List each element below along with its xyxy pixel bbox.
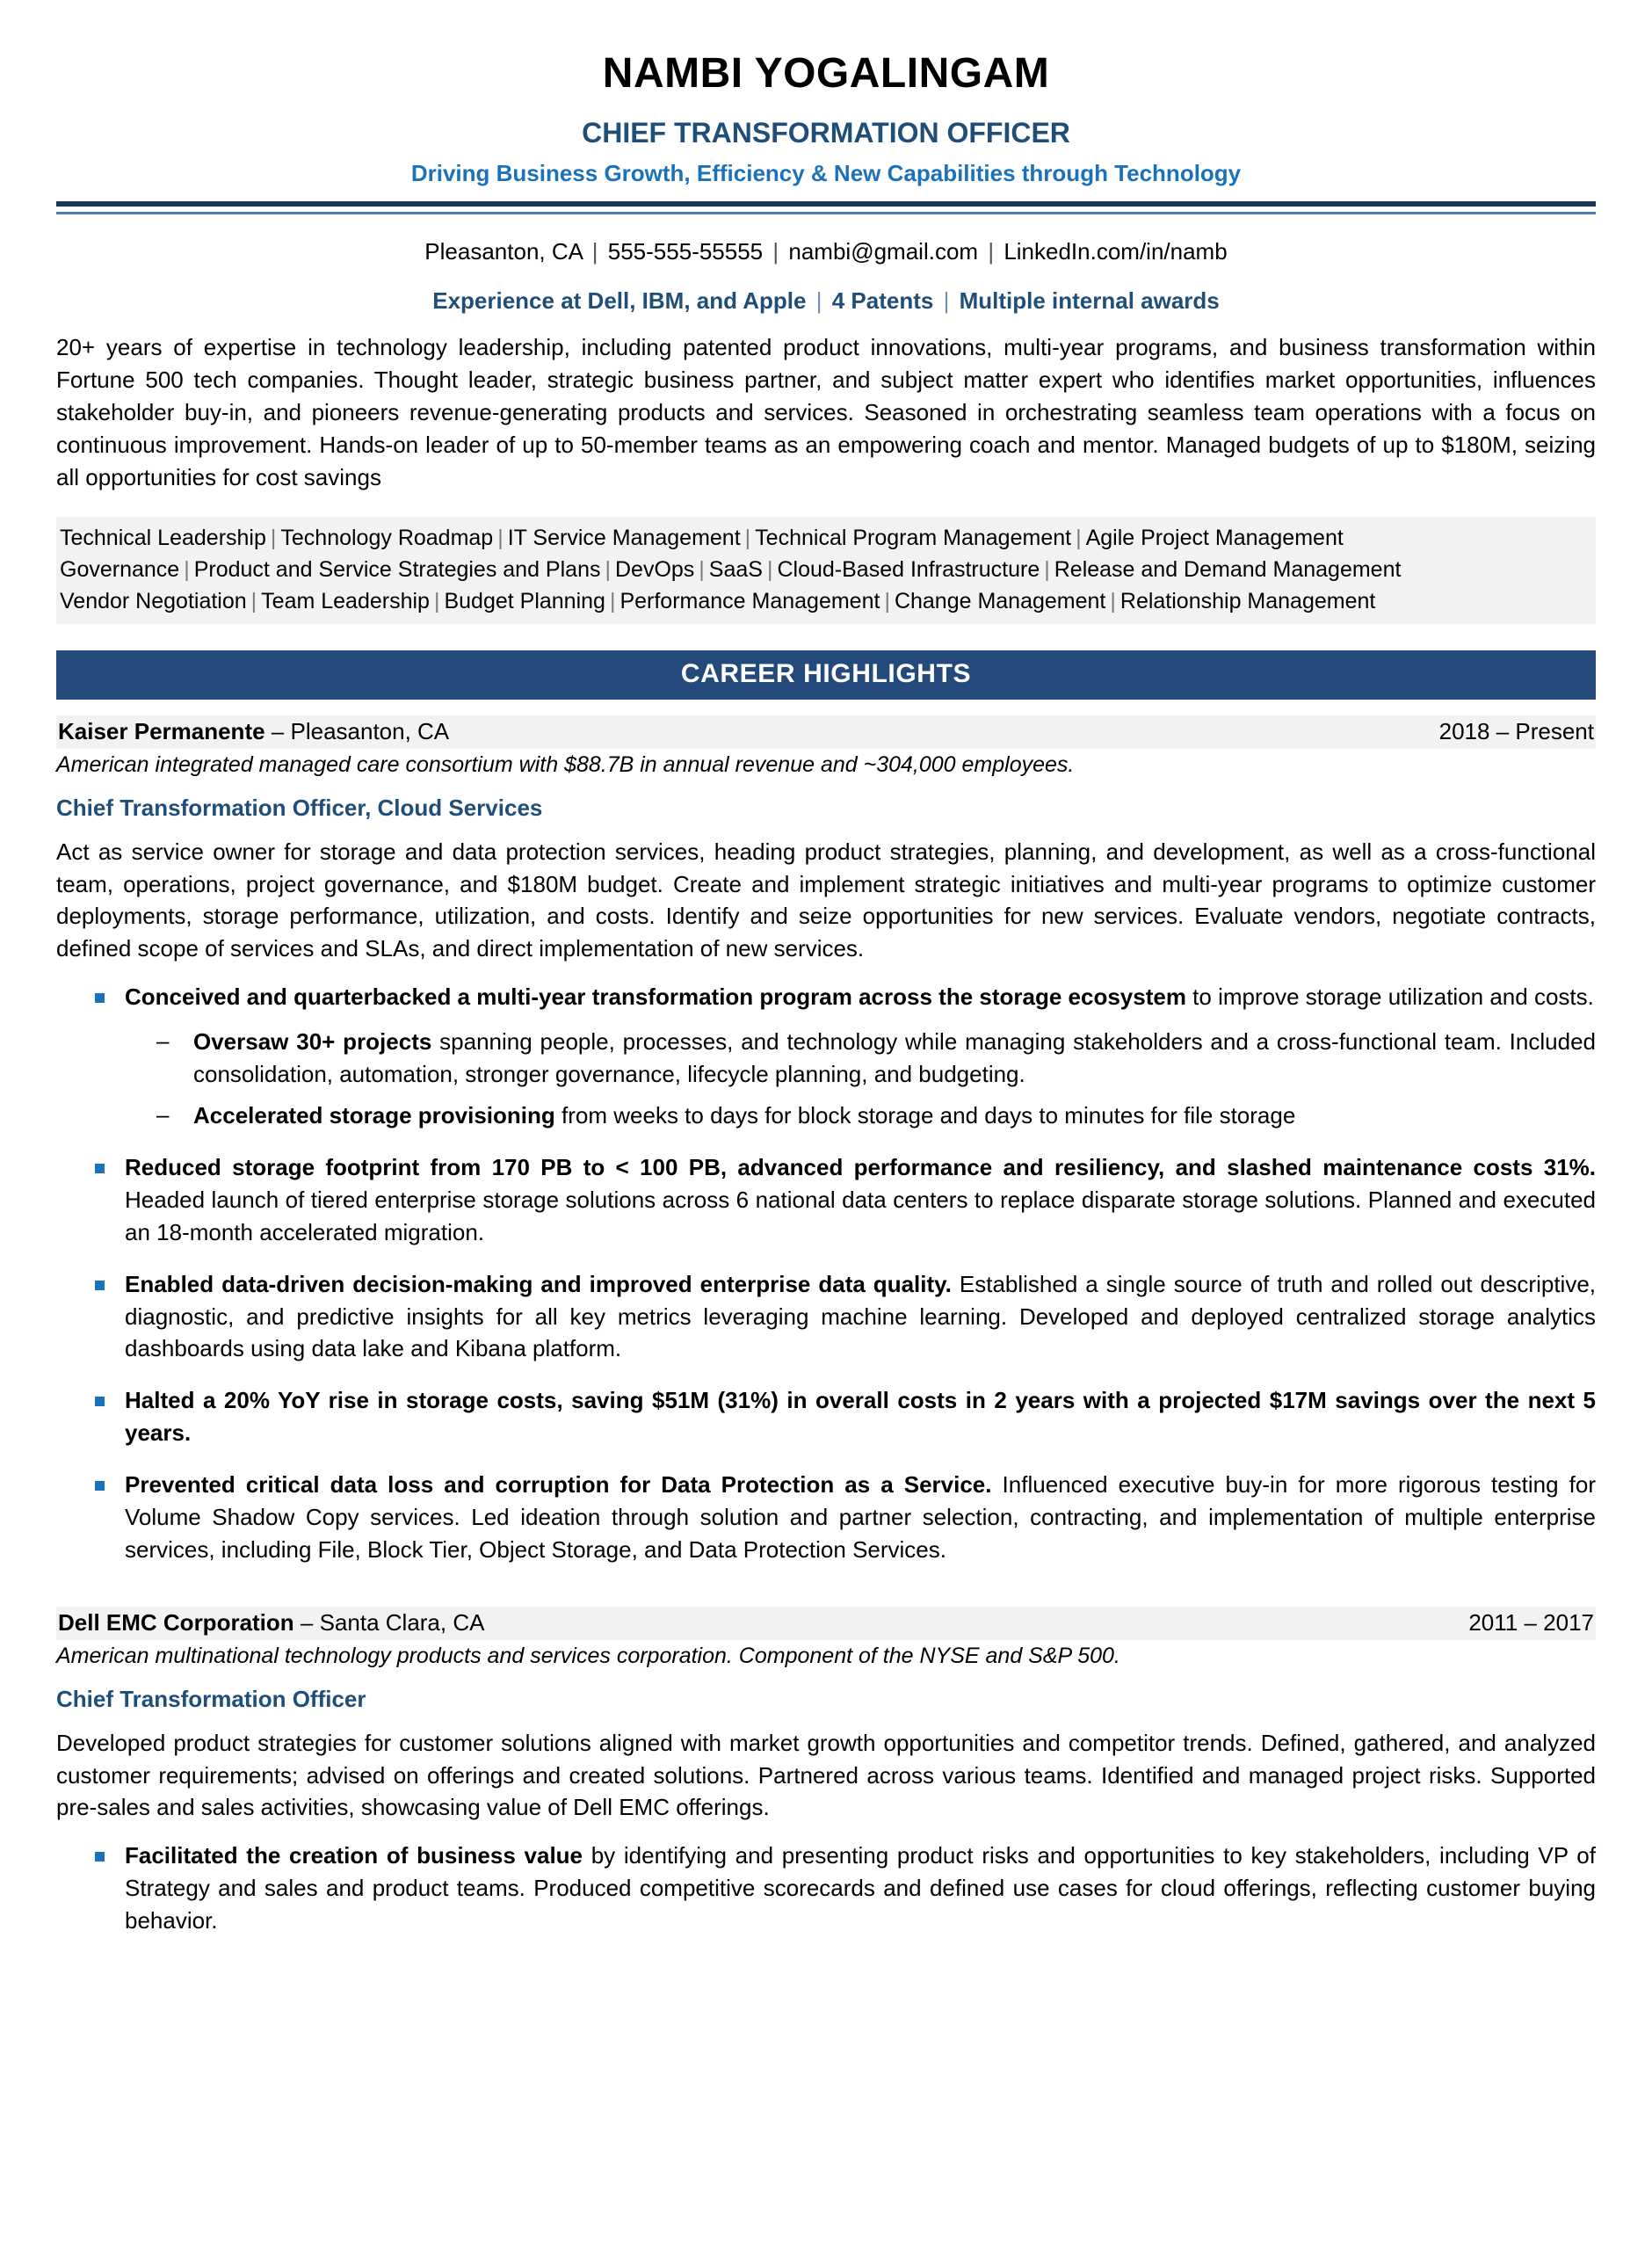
- achievement-item: [56, 1384, 1596, 1449]
- credentials-experience: Experience at Dell, IBM, and Apple: [432, 287, 807, 314]
- achievement-highlight: Halted a 20% YoY rise in storage costs, saving $51M (31%) in overall costs in 2 years with a projected $17M savings over the next 5 years.: [125, 1387, 1596, 1447]
- skill-separator: |: [1076, 525, 1082, 550]
- contact-location: Pleasanton, CA: [424, 237, 583, 265]
- skill-item: Vendor Negotiation: [60, 588, 247, 613]
- skill-separator: |: [1044, 556, 1050, 582]
- skill-separator: |: [884, 588, 890, 613]
- skill-separator: |: [270, 525, 277, 550]
- candidate-tagline: Driving Business Growth, Efficiency & New Capabilities through Technology: [410, 159, 1242, 186]
- company-location: Santa Clara, CA: [319, 1608, 485, 1636]
- contact-line: [56, 237, 1596, 267]
- skill-item: Technology Roadmap: [280, 525, 494, 550]
- company-dates: 2011 – 2017: [1468, 1608, 1594, 1636]
- skill-item: Budget Planning: [444, 588, 605, 613]
- contact-linkedin[interactable]: LinkedIn.com/in/namb: [1004, 237, 1228, 265]
- skill-item: Technical Program Management: [755, 525, 1072, 550]
- achievement-text: Established a single source of truth and rolled out descriptive, diagnostic, and predictive insights for all key metrics leveraging machine learning. Developed and deployed centralized storage analytics dashboards using data lake and Kibana platform.: [125, 1270, 1597, 1362]
- skill-separator: |: [609, 588, 616, 613]
- skill-separator: |: [184, 556, 190, 582]
- credentials-line: [56, 287, 1596, 316]
- skills-row: [60, 585, 1592, 617]
- skill-item: Team Leadership: [261, 588, 430, 613]
- skill-separator: |: [433, 588, 440, 613]
- skill-separator: |: [766, 556, 773, 582]
- sub-achievement-highlight: Accelerated storage provisioning: [193, 1102, 555, 1129]
- candidate-name: NAMBI YOGALINGAM: [602, 50, 1050, 97]
- achievement-list: [56, 1840, 1596, 1937]
- company-heading: [58, 718, 449, 745]
- company-name: Dell EMC Corporation: [58, 1608, 294, 1636]
- entry-spacer: [56, 1586, 1596, 1607]
- experience-entry: [56, 715, 1596, 1607]
- role-description: Act as service owner for storage and data protection services, heading product strategies, planning, and development, as well as a cross-functional team, operations, project governance, and $180M budget. Create and implement strategic initiatives and multi-year programs to optimize customer deployments, storage performance, utilization, and costs. Identify and seize opportunities for new services. Evaluate vendors, negotiate contracts, defined scope of services and SLAs, and direct implementation of new services.: [56, 838, 1596, 962]
- skill-item: Performance Management: [620, 588, 880, 613]
- achievement-highlight: Reduced storage footprint from 170 PB to < 100 PB, advanced performance and resiliency, and slashed maintenance costs 31%.: [125, 1153, 1596, 1180]
- skill-separator: |: [699, 556, 705, 582]
- contact-separator-1: |: [591, 237, 598, 265]
- divider-thin-rule: [56, 212, 1596, 214]
- company-row: [56, 1607, 1596, 1640]
- skill-item: SaaS: [708, 556, 763, 582]
- skill-item: Release and Demand Management: [1054, 556, 1402, 582]
- contact-email[interactable]: nambi@gmail.com: [788, 237, 979, 265]
- skill-item: Product and Service Strategies and Plans: [193, 556, 601, 582]
- achievement-list: [56, 981, 1596, 1566]
- skill-item: Technical Leadership: [60, 525, 266, 550]
- role-description: Developed product strategies for customer solutions aligned with market growth opportunities and competitor trends. Defined, gathered, and analyzed customer requirements; advised on offerings and created solutions. Partnered across various teams. Identified and managed project risks. Supported pre-sales and sales activities, showcasing value of Dell EMC offerings.: [56, 1729, 1596, 1821]
- candidate-job-title: CHIEF TRANSFORMATION OFFICER: [582, 116, 1070, 149]
- skill-item: Agile Project Management: [1085, 525, 1344, 550]
- credentials-patents: 4 Patents: [831, 287, 934, 314]
- skills-row: [60, 522, 1592, 554]
- sub-achievement-text: spanning people, processes, and technology while managing stakeholders and a cross-functional team. Included consolidation, automation, stronger governance, lifecycle planning, and budgeting.: [193, 1028, 1596, 1088]
- skill-item: IT Service Management: [507, 525, 741, 550]
- company-description: American multinational technology products and services corporation. Component of the NYSE and S&P 500.: [56, 1643, 1120, 1668]
- achievement-highlight: Facilitated the creation of business value: [125, 1842, 583, 1869]
- achievement-highlight: Conceived and quarterbacked a multi-year transformation program across the storage ecosystem: [125, 983, 1186, 1011]
- company-dash: –: [293, 1608, 320, 1636]
- resume-header: [56, 51, 1596, 316]
- company-name: Kaiser Permanente: [58, 717, 265, 744]
- skill-separator: |: [744, 525, 751, 550]
- role-title: Chief Transformation Officer, Cloud Services: [56, 794, 543, 821]
- skills-row: [60, 554, 1592, 585]
- achievement-item: [56, 1151, 1596, 1249]
- skill-item: Governance: [60, 556, 180, 582]
- company-dash: –: [264, 717, 291, 744]
- achievement-highlight: Enabled data-driven decision-making and improved enterprise data quality.: [125, 1270, 952, 1297]
- skill-separator: |: [250, 588, 257, 613]
- section-header-career-highlights: CAREER HIGHLIGHTS: [56, 650, 1596, 700]
- professional-summary: 20+ years of expertise in technology leadership, including patented product innovations, multi-year programs, and business transformation within Fortune 500 tech companies. Thought leader, strategic business partner, and subject matter expert who identifies market opportunities, influences stakeholder buy-in, and pioneers revenue-generating products and services. Seasoned in orchestrating seamless team operations with a focus on continuous improvement. Hands-on leader of up to 50-member teams as an empowering coach and mentor. Managed budgets of up to $180M, seizing all opportunities for cost savings: [56, 334, 1596, 490]
- contact-separator-3: |: [988, 237, 995, 265]
- header-divider: [56, 201, 1596, 214]
- achievement-item: [56, 981, 1596, 1132]
- sub-achievement-text: from weeks to days for block storage and days to minutes for file storage: [554, 1102, 1296, 1129]
- core-skills-band: [56, 517, 1596, 624]
- skill-separator: |: [497, 525, 504, 550]
- company-location: Pleasanton, CA: [290, 717, 450, 744]
- sub-achievement-list: [125, 1026, 1596, 1132]
- sub-achievement-highlight: Oversaw 30+ projects: [193, 1028, 432, 1056]
- skill-item: Change Management: [894, 588, 1106, 613]
- credentials-awards: Multiple internal awards: [959, 287, 1220, 314]
- sub-achievement-item: [125, 1026, 1596, 1091]
- achievement-text: by identifying and presenting product risks and opportunities to key stakeholders, including VP of Strategy and sales and product teams. Produced competitive scorecards and defined use cases for cloud offerings, reflecting customer buying behavior.: [125, 1842, 1596, 1934]
- company-row: [56, 715, 1596, 749]
- achievement-item: [56, 1840, 1596, 1937]
- credentials-separator-2: |: [943, 287, 950, 314]
- skill-separator: |: [605, 556, 611, 582]
- achievement-item: [56, 1268, 1596, 1366]
- experience-list: [56, 715, 1596, 1937]
- achievement-text: Headed launch of tiered enterprise storage solutions across 6 national data centers to replace disparate storage solutions. Planned and executed an 18-month accelerated migration.: [125, 1186, 1596, 1245]
- contact-phone: 555-555-55555: [607, 237, 764, 265]
- company-heading: [58, 1609, 484, 1637]
- skill-item: Relationship Management: [1119, 588, 1376, 613]
- role-title: Chief Transformation Officer: [56, 1685, 366, 1712]
- achievement-item: [56, 1469, 1596, 1566]
- contact-separator-2: |: [772, 237, 779, 265]
- company-description: American integrated managed care consortium with $88.7B in annual revenue and ~304,000 employees.: [56, 751, 1075, 777]
- skill-separator: |: [1110, 588, 1116, 613]
- company-dates: 2018 – Present: [1438, 717, 1594, 744]
- achievement-text: to improve storage utilization and costs.: [1185, 983, 1594, 1011]
- achievement-text: Influenced executive buy-in for more rigorous testing for Volume Shadow Copy services. Led ideation through solution and partner selection, contracting, and implementation of multiple enterprise services, including File, Block Tier, Object Storage, and Data Protection Services.: [125, 1471, 1596, 1563]
- skill-item: Cloud-Based Infrastructure: [777, 556, 1040, 582]
- experience-entry: [56, 1607, 1596, 1937]
- sub-achievement-item: [125, 1100, 1596, 1132]
- achievement-highlight: Prevented critical data loss and corruption for Data Protection as a Service.: [125, 1471, 992, 1499]
- skill-item: DevOps: [614, 556, 695, 582]
- credentials-separator-1: |: [815, 287, 822, 314]
